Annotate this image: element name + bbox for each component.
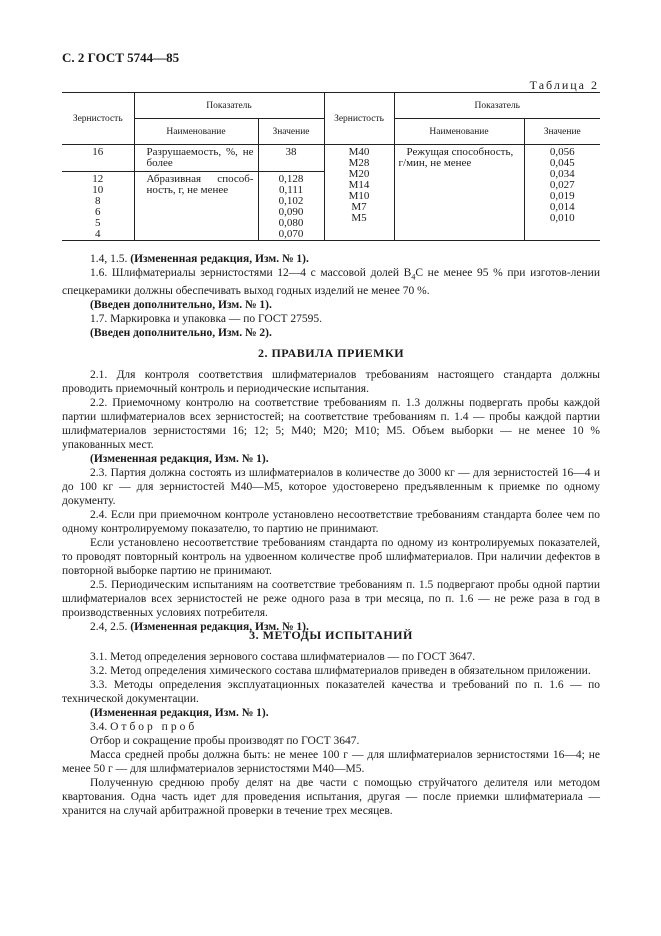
value-line: 0,014 bbox=[549, 201, 575, 213]
name-cell bbox=[134, 172, 258, 241]
header-value-right: Значение bbox=[524, 119, 600, 145]
section-1-tail bbox=[62, 252, 600, 340]
grit-value: 5 bbox=[95, 217, 101, 229]
value-line: 0,111 bbox=[279, 184, 303, 196]
grit-value: 6 bbox=[95, 206, 101, 218]
grit-value: М5 bbox=[351, 212, 367, 224]
paragraph: 2.1. Для контроля соответствия шлифматериалов требованиям настоящего стандарта должны проводить приемочный контроль и периодические испытания. bbox=[62, 369, 600, 395]
grit-value: М7 bbox=[351, 201, 367, 213]
grit-value: М28 bbox=[348, 157, 370, 169]
grit-value: М14 bbox=[348, 179, 370, 191]
table-caption: Таблица 2 bbox=[529, 78, 599, 92]
paragraph: 3.2. Метод определения химического состава шлифматериалов приведен в обязательном приложении. bbox=[90, 665, 591, 677]
grit-value: М20 bbox=[348, 168, 370, 180]
value-line: 0,080 bbox=[278, 217, 304, 229]
name-line: Режущая способность, bbox=[406, 146, 514, 158]
paragraph: Масса средней пробы должна быть: не менее 100 г — для шлифматериалов зернистостями 16—4; не менее 50 г — для шлифматериалов зернистостями М40—М5. bbox=[62, 749, 600, 775]
grit-cell bbox=[62, 145, 134, 172]
paragraph: Если установлено несоответствие требованиям стандарта по одному из контролируемых показателей, то проводят повторный контроль на удвоенном количестве проб шлифматериалов. При наличии дефектов в повторной выборке партию не принимают. bbox=[62, 537, 600, 577]
value-line: 0,045 bbox=[549, 157, 575, 169]
value-line: 0,102 bbox=[278, 195, 304, 207]
value-line: 0,027 bbox=[549, 179, 575, 191]
value-line: 0,019 bbox=[549, 190, 575, 202]
value-line: 0,010 bbox=[549, 212, 575, 224]
data-table bbox=[62, 92, 600, 241]
value-cell bbox=[258, 172, 324, 241]
value-line: 0,090 bbox=[278, 206, 304, 218]
paragraph: 2.4. Если при приемочном контроле установлено несоответствие требованиям стандарта более чем по одному контролируемому показателю, то партию не принимают. bbox=[62, 509, 600, 535]
value-line: 0,128 bbox=[278, 173, 304, 185]
value-cell bbox=[258, 145, 324, 172]
grit-value: 16 bbox=[92, 146, 104, 158]
value-line: 38 bbox=[285, 146, 297, 158]
grit-value: 4 bbox=[95, 228, 101, 240]
header-grit-left: Зернистость bbox=[62, 93, 134, 145]
paragraph: 3.1. Метод определения зернового состава шлифматериалов — по ГОСТ 3647. bbox=[90, 651, 476, 663]
paragraph: 3.4. Отбор проб bbox=[90, 721, 198, 733]
paragraph: 1.6. Шлифматериалы зернистостями 12—4 с массовой долей $B_4C$ не менее 95 % при изготов-лении спецкерамики должны обеспечивать выход годных изделий не менее 70 %. bbox=[62, 267, 600, 298]
paragraph: Отбор и сокращение пробы производят по ГОСТ 3647. bbox=[90, 735, 360, 747]
paragraph: 1.7. Маркировка и упаковка — по ГОСТ 27595. bbox=[90, 313, 323, 326]
grit-value: 12 bbox=[92, 173, 104, 185]
header-name-right: Наименование bbox=[394, 119, 524, 145]
paragraph: 2.2. Приемочному контролю на соответствие требованиям п. 1.3 должны подвергать пробы каждой партии шлифматериалов всех зернистостей; на соответствие требованиям п. 1.4 — пробы каждой партии шлифматериалов зернистостями 16; 12; 5; М40; М20; М10; М5. Объем выборки — не менее 10 % упакованных мест. bbox=[62, 397, 600, 451]
grit-cell bbox=[324, 145, 394, 241]
paragraph: Полученную среднюю пробу делят на две части с помощью струйчатого делителя или методом квартования. Одна часть идет для проведения испытания, другая — после приемки шлифматериала — хранится на случай арбитражной проверки в течение трех месяцев. bbox=[62, 777, 600, 817]
grit-value: 8 bbox=[95, 195, 101, 207]
grit-value: М10 bbox=[348, 190, 370, 202]
header-grit-right: Зернистость bbox=[324, 93, 394, 145]
header-indicator-right: Показатель bbox=[394, 93, 600, 119]
page-header: С. 2 ГОСТ 5744—85 bbox=[62, 50, 180, 65]
header-indicator-left: Показатель bbox=[134, 93, 324, 119]
name-line: Разрушаемость, %, не bbox=[146, 146, 254, 158]
note: (Измененная редакция, Изм. № 1). bbox=[90, 453, 269, 465]
name-line: более bbox=[146, 157, 173, 169]
name-line: г/мин, не менее bbox=[398, 157, 472, 169]
grit-cell bbox=[62, 172, 134, 241]
section-2 bbox=[62, 346, 600, 634]
section-title: 3. МЕТОДЫ ИСПЫТАНИЙ bbox=[249, 628, 413, 642]
value-line: 0,034 bbox=[549, 168, 575, 180]
note: (Введен дополнительно, Изм. № 2). bbox=[90, 327, 272, 340]
section-3 bbox=[62, 628, 600, 818]
note: (Измененная редакция, Изм. № 1). bbox=[90, 707, 269, 719]
header-value-left: Значение bbox=[258, 119, 324, 145]
header-name-left: Наименование bbox=[134, 119, 258, 145]
paragraph: 3.3. Методы определения эксплуатационных показателей качества и требований по п. 1.6 — по технической документации. bbox=[62, 679, 600, 705]
value-cell bbox=[524, 145, 600, 241]
name-line: ность, г, не менее bbox=[146, 184, 229, 196]
paragraph: 2.4, 2.5. (Измененная редакция, Изм. № 1). bbox=[90, 621, 309, 633]
name-line: Абразивная способ- bbox=[146, 173, 254, 185]
value-line: 0,070 bbox=[278, 228, 304, 240]
name-cell bbox=[394, 145, 524, 241]
name-cell bbox=[134, 145, 258, 172]
paragraph: 2.3. Партия должна состоять из шлифматериалов в количестве до 3000 кг — для зернистостей 16—4 и до 100 кг — для зернистостей М40—М5, которое удостоверено предъявленным к приемке по одному документу. bbox=[62, 467, 600, 507]
grit-value: М40 bbox=[348, 146, 370, 158]
note: (Введен дополнительно, Изм. № 1). bbox=[90, 299, 272, 312]
paragraph: 2.5. Периодическим испытаниям на соответствие требованиям п. 1.5 подвергают пробы одной партии шлифматериалов всех зернистостей не реже одного раза в три месяца, по п. 1.6 — не реже раза в год в производственных условиях потребителя. bbox=[62, 579, 600, 619]
grit-value: 10 bbox=[92, 184, 104, 196]
section-title: 2. ПРАВИЛА ПРИЕМКИ bbox=[257, 346, 405, 360]
value-line: 0,056 bbox=[549, 146, 575, 158]
paragraph: 1.4, 1.5. (Измененная редакция, Изм. № 1). bbox=[90, 253, 309, 265]
